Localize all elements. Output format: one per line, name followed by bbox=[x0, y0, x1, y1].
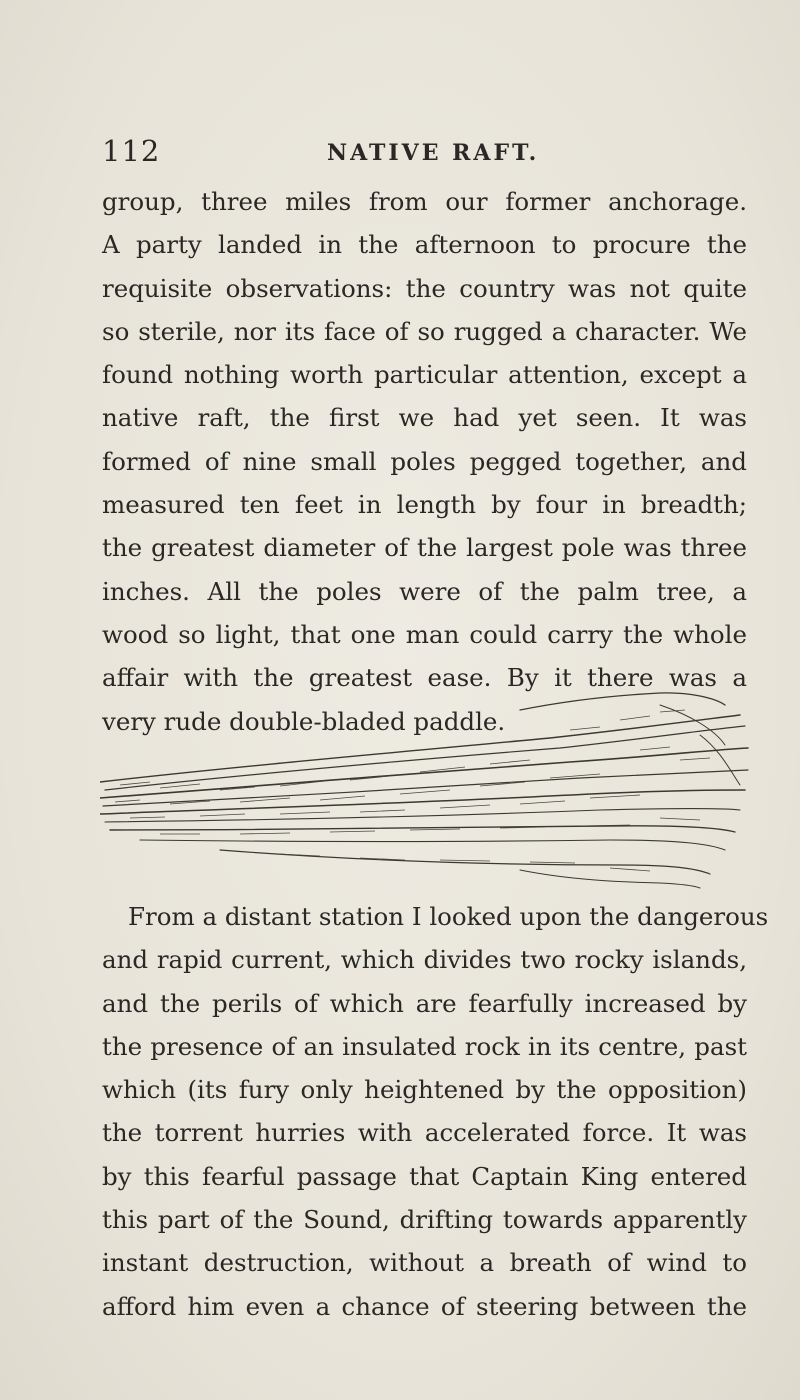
running-head: NATIVE RAFT. bbox=[327, 140, 540, 166]
text-line: and the perils of which are fearfully increased by bbox=[102, 988, 747, 1018]
text-line: inches. All the poles were of the palm tree, a bbox=[102, 576, 747, 606]
text-line: so sterile, nor its face of so rugged a character. We bbox=[102, 316, 747, 346]
text-line: the torrent hurries with accelerated force. It was bbox=[102, 1118, 747, 1148]
text-line: wood so light, that one man could carry the whole bbox=[102, 619, 747, 649]
text-line: the greatest diameter of the largest pole was three bbox=[102, 533, 747, 563]
text-line: found nothing worth particular attention, except a bbox=[102, 360, 747, 390]
paragraph-2 bbox=[102, 895, 769, 1328]
text-line: which (its fury only heightened by the opposition) bbox=[102, 1075, 747, 1105]
text-line: A party landed in the afternoon to procure the bbox=[102, 230, 747, 260]
text-line: native raft, the first we had yet seen. It was bbox=[102, 403, 747, 433]
text-line: requisite observations: the country was not quite bbox=[102, 273, 747, 303]
text-line: affair with the greatest ease. By it there was a bbox=[102, 663, 747, 693]
text-line: by this fearful passage that Captain King entered bbox=[102, 1161, 747, 1191]
text-line: afford him even a chance of steering between the bbox=[102, 1291, 747, 1321]
text-line: the presence of an insulated rock in its centre, past bbox=[102, 1031, 747, 1061]
text-line: and rapid current, which divides two rocky islands, bbox=[102, 945, 747, 975]
text-line: this part of the Sound, drifting towards apparently bbox=[102, 1205, 747, 1235]
paragraph-1 bbox=[102, 180, 747, 743]
text-line: group, three miles from our former anchorage. bbox=[102, 187, 747, 216]
page-header bbox=[102, 134, 742, 174]
text-line: measured ten feet in length by four in breadth; bbox=[102, 490, 747, 520]
text-line: very rude double-bladed paddle. bbox=[102, 706, 506, 736]
text-line: From a distant station I looked upon the dangerous bbox=[128, 902, 769, 931]
text-line: instant destruction, without a breath of wind to bbox=[102, 1248, 747, 1278]
text-line: formed of nine small poles pegged together, and bbox=[102, 446, 747, 476]
page-number: 112 bbox=[102, 134, 161, 168]
native-raft-illustration bbox=[100, 690, 750, 895]
